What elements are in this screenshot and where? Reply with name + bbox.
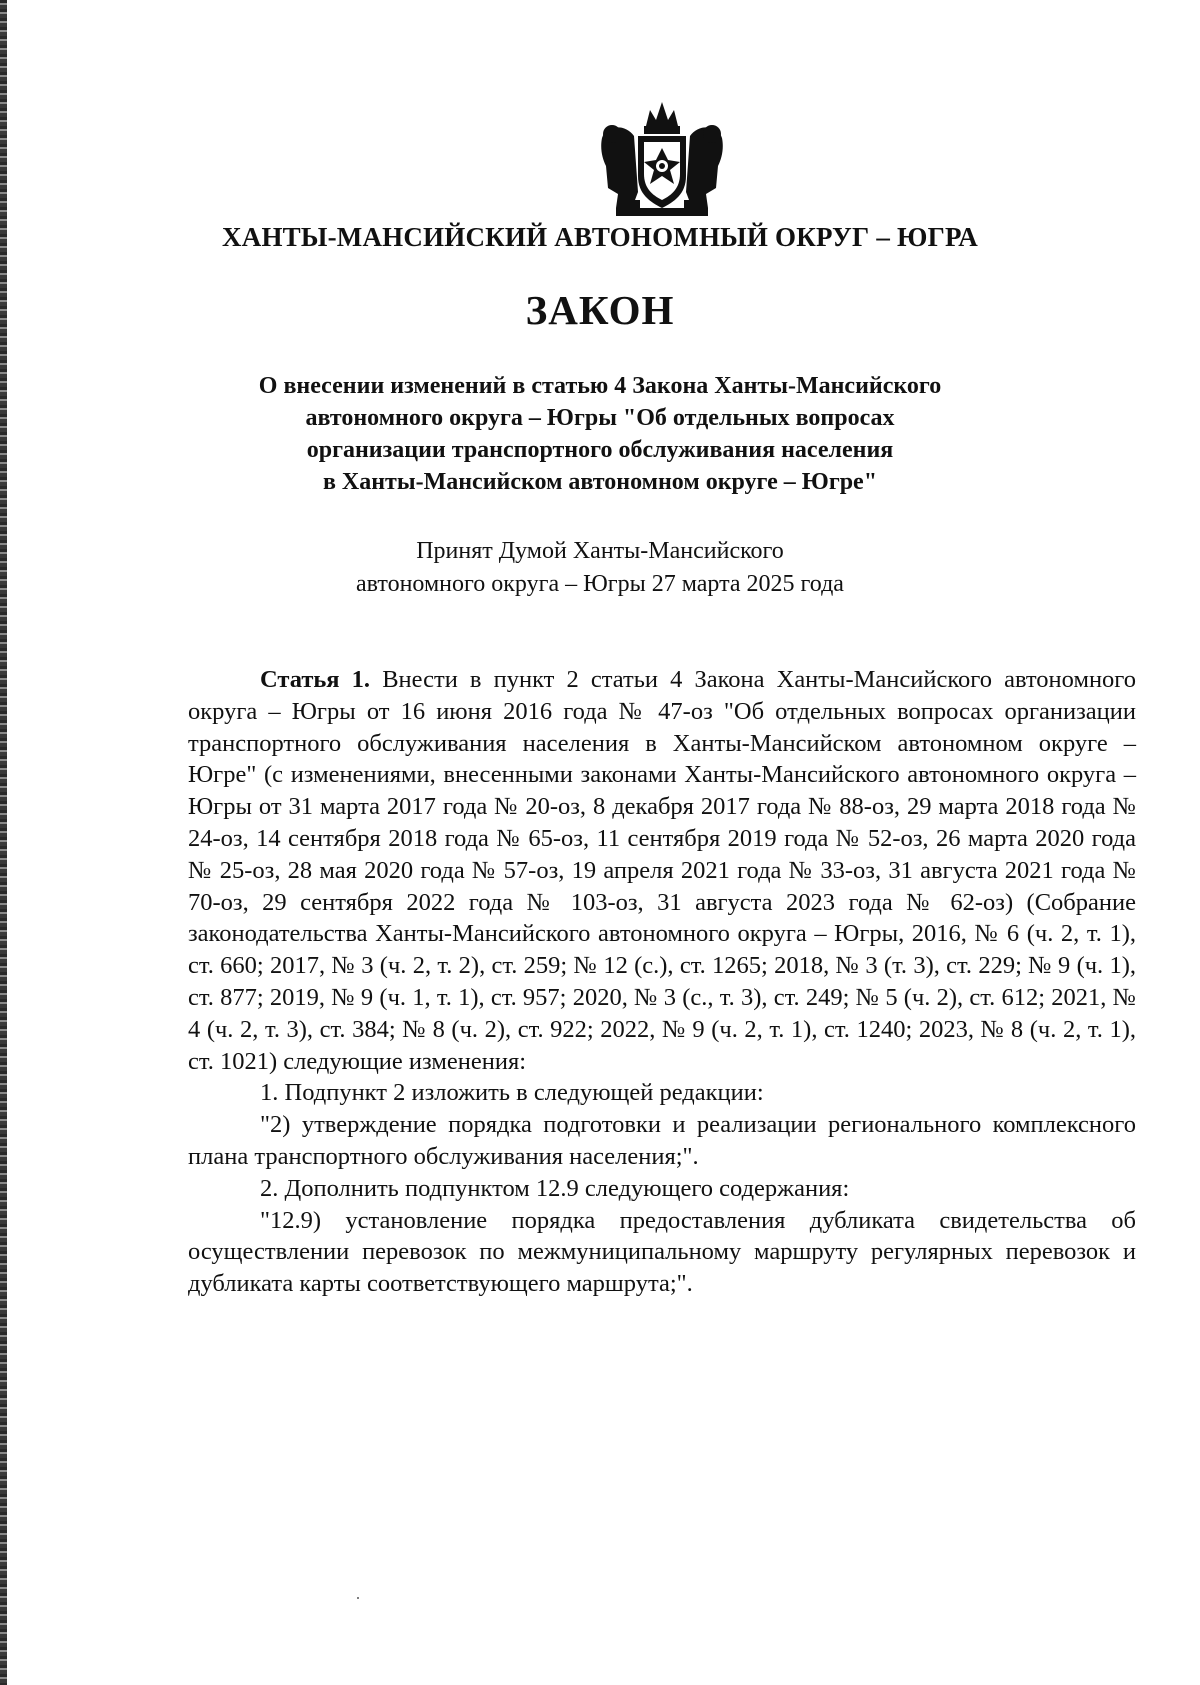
adoption-note xyxy=(250,535,950,601)
article-1-text: Внести в пункт 2 статьи 4 Закона Ханты-Мансийского автономного округа – Югры от 16 июня 2016 года № 47-оз "Об отдельных вопросах организации транспортного обслуживания населения в Ханты-Мансийском автономном округе – Югре" (с изменениями, внесенными законами Ханты-Мансийского автономного округа – Югры от 31 марта 2017 года № 20-оз, 8 декабря 2017 года № 88-оз, 29 марта 2018 года № 24-оз, 14 сентября 2018 года № 65-оз, 11 сентября 2019 года № 52-оз, 26 марта 2020 года № 25-оз, 28 мая 2020 года № 57-оз, 19 апреля 2021 года № 33-оз, 31 августа 2021 года № 70-оз, 29 сентября 2022 года № 103-оз, 31 августа 2023 года № 62-оз) (Собрание законодательства Ханты-Мансийского автономного округа – Югры, 2016, № 6 (ч. 2, т. 1), ст. 660; 2017, № 3 (ч. 2, т. 2), ст. 259; № 12 (с.), ст. 1265; 2018, № 3 (т. 3), ст. 229; № 9 (ч. 1), ст. 877; 2019, № 9 (ч. 1, т. 1), ст. 957; 2020, № 3 (с., т. 3), ст. 249; № 5 (ч. 2), ст. 612; 2021, № 4 (ч. 2, т. 3), ст. 384; № 8 (ч. 2), ст. 922; 2022, № 9 (ч. 2, т. 1), ст. 1240; 2023, № 8 (ч. 2, т. 1), ст. 1021) следующие изменения: xyxy=(188,666,1136,1075)
scan-speck xyxy=(357,1597,359,1599)
article-label: Статья 1. xyxy=(260,666,371,693)
law-subject-line: О внесении изменений в статью 4 Закона Ханты-Мансийского xyxy=(258,373,942,399)
adoption-note-line: автономного округа – Югры 27 марта 2025 года xyxy=(356,571,844,597)
amendment-item-2-quote: "12.9) установление порядка предоставления дубликата свидетельства об осуществлении перевозок по межмуниципальному маршруту регулярных перевозок и дубликата карты соответствующего маршрута;". xyxy=(188,1206,1136,1298)
region-title: ХАНТЫ-МАНСИЙСКИЙ АВТОНОМНЫЙ ОКРУГ – ЮГРА xyxy=(222,222,978,252)
amendment-item-1: 1. Подпункт 2 изложить в следующей редакции: xyxy=(260,1079,764,1107)
amendment-item-2: 2. Дополнить подпунктом 12.9 следующего содержания: xyxy=(260,1174,850,1202)
law-subject-line: организации транспортного обслуживания населения xyxy=(306,437,894,463)
law-subject-line: в Ханты-Мансийском автономном округе – Югре" xyxy=(322,469,878,495)
article-body xyxy=(188,664,1136,1300)
adoption-note-line: Принят Думой Ханты-Мансийского xyxy=(416,538,784,564)
amendment-item-1-quote: "2) утверждение порядка подготовки и реализации регионального комплексного плана транспортного обслуживания населения;". xyxy=(188,1111,1136,1170)
coat-of-arms-emblem xyxy=(596,96,728,220)
law-subject-line: автономного округа – Югры "Об отдельных вопросах xyxy=(305,405,895,431)
law-subject xyxy=(200,370,1000,498)
article-1-paragraph xyxy=(188,664,1136,1077)
document-type: ЗАКОН xyxy=(525,287,675,333)
